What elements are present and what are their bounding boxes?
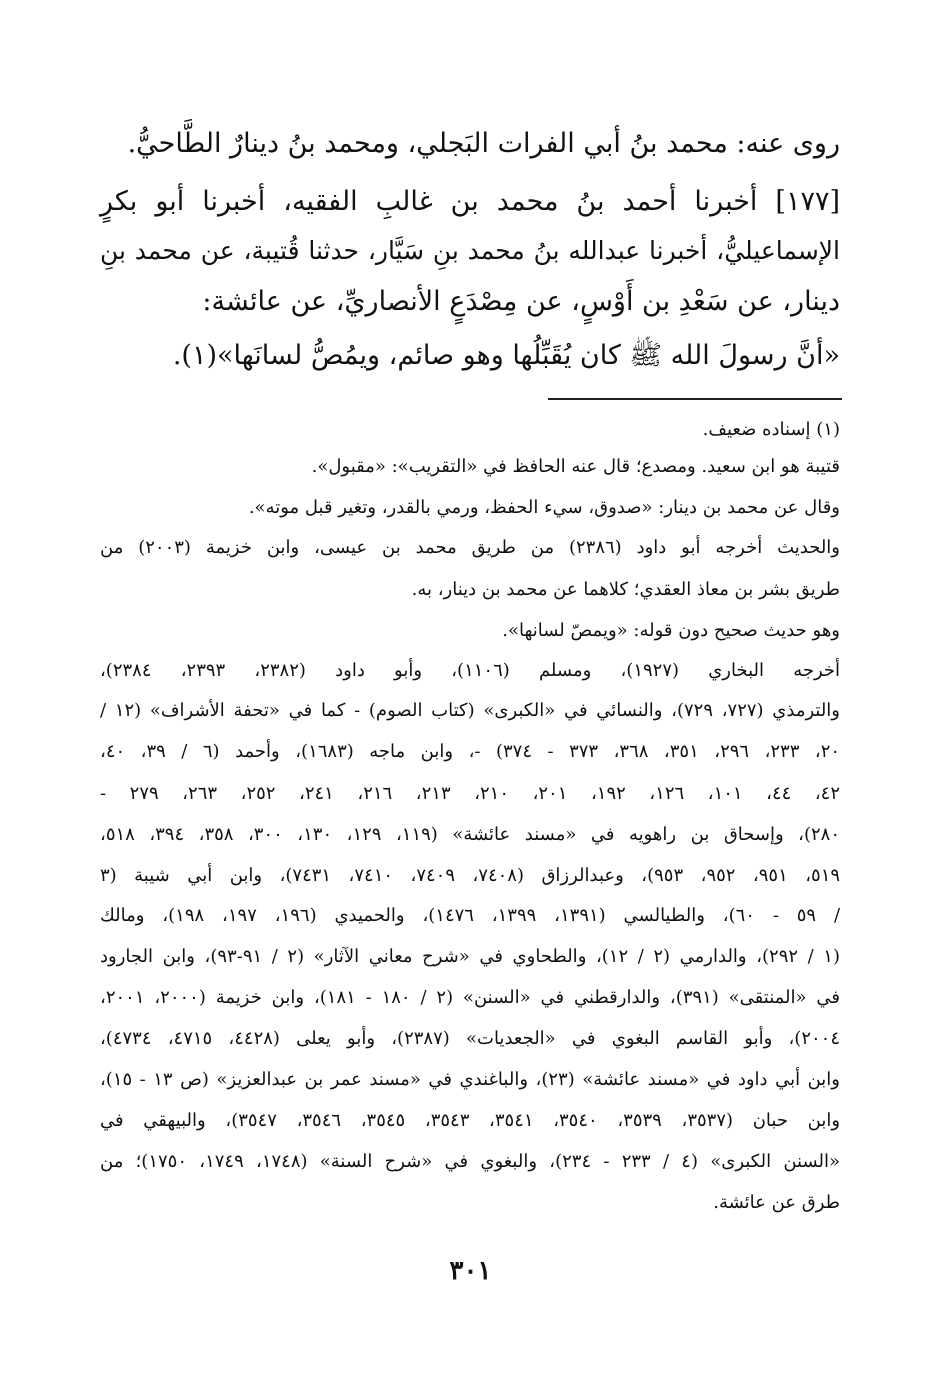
footnote-line: والحديث أخرجه أبو داود (٢٣٨٦) من طريق محمد بن عيسى، وابن خزيمة (٢٠٠٣) من — [100, 537, 840, 558]
footnote-line: / ٥٩ - ٦٠)، والطيالسي (١٣٩١، ١٣٩٩، ١٤٧٦)، والحميدي (١٩٦، ١٩٧، ١٩٨)، ومالك — [100, 905, 841, 926]
footnote-line: ٢٠، ٢٣٣، ٢٩٦، ٣٥١، ٣٦٨، ٣٧٣ - ٣٧٤) -، وابن ماجه (١٦٨٣)، وأحمد (٦ / ٣٩، ٤٠، — [100, 741, 841, 762]
footnote-line: وهو حديث صحيح دون قوله: «ويمصّ لسانها». — [502, 620, 840, 641]
footnote-line: أخرجه البخاري (١٩٢٧)، ومسلم (١١٠٦)، وأبو داود (٢٣٨٢، ٢٣٩٣، ٢٣٨٤)، — [100, 660, 841, 681]
footnote-line: ٥١٩، ٩٥١، ٩٥٢، ٩٥٣)، وعبدالرزاق (٧٤٠٨، ٧٤٠٩، ٧٤١٠، ٧٤٣١)، وابن أبي شيبة (٣ — [100, 865, 841, 886]
footnote-line: ٢٠٠٤)، وأبو القاسم البغوي في «الجعديات» (٢٣٨٧)، وأبو يعلى (٤٤٢٨، ٤٧١٥، ٤٧٣٤)، — [100, 1028, 840, 1049]
footnote-line: (١ / ٢٩٢)، والدارمي (٢ / ١٢)، والطحاوي في «شرح معاني الآثار» (٢ / ٩١-٩٣)، وابن الجارود — [100, 946, 840, 967]
footnote-line: وابن حبان (٣٥٣٧، ٣٥٣٩، ٣٥٤٠، ٣٥٤١، ٣٥٤٣، ٣٥٤٥، ٣٥٤٦، ٣٥٤٧)، والبيهقي في — [100, 1110, 841, 1131]
footnote-line: قتيبة هو ابن سعيد. ومصدع؛ قال عنه الحافظ في «التقريب»: «مقبول». — [311, 456, 840, 477]
main-text-line: روى عنه: محمد بنُ أبي الفرات البَجلي، ومحمد بنُ دينارٌ الطَّاحيُّ. — [127, 128, 840, 159]
main-text-line: دينار، عن سَعْدِ بن أَوْسٍ، عن مِصْدَعٍ الأنصاريِّ، عن عائشة: — [202, 286, 840, 317]
page-number: ٣٠١ — [449, 1256, 492, 1286]
footnote-line: (١) إسناده ضعيف. — [702, 419, 840, 440]
main-text-line: «أنَّ رسولَ الله ﷺ كان يُقَبِّلُها وهو صائم، ويمُصُّ لسانَها»(١). — [172, 340, 840, 371]
footnote-line: وابن أبي داود في «مسند عائشة» (٢٣)، والباغندي في «مسند عمر بن عبدالعزيز» (ص ١٣ - ١٥)، — [100, 1069, 840, 1090]
footnote-line: وقال عن محمد بن دينار: «صدوق، سيء الحفظ، ورمي بالقدر، وتغير قبل موته». — [248, 497, 840, 518]
footnote-line: طرق عن عائشة. — [713, 1192, 840, 1213]
footnote-line: ٤٢، ٤٤، ١٠١، ١٢٦، ١٩٢، ٢٠١، ٢١٠، ٢١٣، ٢١٦، ٢٤١، ٢٥٢، ٢٦٣، ٢٧٩ - — [100, 783, 841, 804]
footnote-line: طريق بشر بن معاذ العقدي؛ كلاهما عن محمد بن دينار، به. — [411, 579, 840, 600]
footnote-line: في «المنتقى» (٣٩١)، والدارقطني في «السنن» (٢ / ١٨٠ - ١٨١)، وابن خزيمة (٢٠٠٠، ٢٠٠١، — [100, 987, 841, 1008]
footnote-line: «السنن الكبرى» (٤ / ٢٣٣ - ٢٣٤)، والبغوي في «شرح السنة» (١٧٤٨، ١٧٤٩، ١٧٥٠)؛ من — [100, 1151, 841, 1172]
main-text-line: [١٧٧] أخبرنا أحمد بنُ محمد بن غالبِ الفقيه، أخبرنا أبو بكرٍ — [100, 186, 840, 217]
footnote-line: ٢٨٠)، وإسحاق بن راهويه في «مسند عائشة» (١١٩، ١٢٩، ١٣٠، ٣٠٠، ٣٥٨، ٣٩٤، ٥١٨، — [100, 824, 841, 845]
main-text-line: الإسماعيليُّ، أخبرنا عبدالله بنُ محمد بنِ سَيَّار، حدثنا قُتيبة، عن محمد بنِ — [100, 236, 840, 265]
footnote-line: والترمذي (٧٢٧، ٧٢٩)، والنسائي في «الكبرى» (كتاب الصوم) - كما في «تحفة الأشراف» (١٢ / — [100, 700, 840, 721]
footnote-separator — [548, 398, 842, 400]
